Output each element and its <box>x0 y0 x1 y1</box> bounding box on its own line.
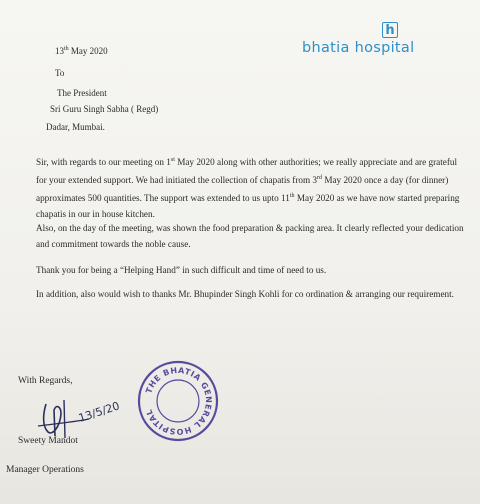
date-rest: May 2020 <box>68 46 108 56</box>
paragraph-2: Also, on the day of the meeting, was shown the food preparation & packing area. It clearly reflected your dedication and commitment towards the noble cause. <box>36 223 464 249</box>
p1-part-c: May 2020 once a day (for dinner) approximates 500 quantities. The support was extended to us upto 11 <box>36 175 449 204</box>
hospital-name: bhatia hospital <box>302 40 415 56</box>
letter-date <box>55 46 108 56</box>
p1-part-d: May 2020 as we have now started preparing chapatis in our in house kitchen. <box>36 193 460 220</box>
paragraph-4: In addition, also would wish to thanks Mr. Bhupinder Singh Kohli for co ordination & arranging our requirement. <box>36 289 454 299</box>
to-line: To <box>55 68 65 78</box>
hospital-stamp <box>136 359 220 443</box>
p1-sup-1: st <box>170 157 175 163</box>
paragraph-3: Thank you for being a “Helping Hand” in such difficult and time of need to us. <box>36 265 327 275</box>
signer-name: Sweety Mandot <box>18 436 78 446</box>
recipient-city: Dadar, Mumbai. <box>46 122 105 132</box>
paragraph-1 <box>36 152 468 222</box>
p1-sup-2: rd <box>317 175 323 182</box>
date-suffix: th <box>64 46 69 52</box>
svg-text:THE BHATIA GENERAL HOSPITAL <box>144 366 213 436</box>
signature-date: 13/5/20 <box>76 399 122 425</box>
date-day: 13 <box>55 46 64 56</box>
p1-sup-3: th <box>289 193 295 200</box>
closing-regards: With Regards, <box>18 376 73 386</box>
recipient-org: Sri Guru Singh Sabha ( Regd) <box>50 104 159 114</box>
hospital-logo <box>302 22 462 62</box>
stamp-inner-ring <box>157 380 199 422</box>
signer-role: Manager Operations <box>6 465 84 475</box>
hospital-logo-icon: h <box>382 22 398 38</box>
p1-part-a: Sir, with regards to our meeting on 1 <box>36 157 171 168</box>
stamp-text: THE BHATIA GENERAL HOSPITAL <box>144 365 214 437</box>
p1-part-b: May 2020 along with other authorities; we really appreciate and are grateful for your extended support. We had initiated the collection of chapatis from 3 <box>36 157 458 186</box>
recipient-title: The President <box>57 88 107 98</box>
